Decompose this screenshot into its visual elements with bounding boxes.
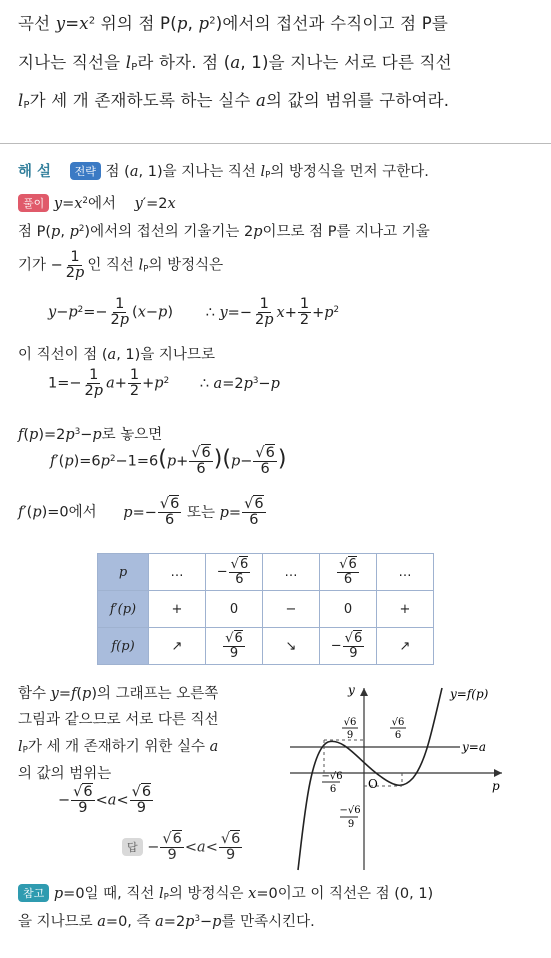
equation-a: 1=− $\frac{1}{2p}$ a+ $\frac{1}{2}$ $+p^2$ ∴ $a=2p^3-p$	[48, 367, 280, 400]
note-badge: 참고	[18, 884, 49, 902]
answer-badge: 답	[122, 838, 143, 856]
equation-line: $y-p^2=-$ $\frac{1}{2p}$ (x−p) ∴ y=− $\frac{1}{2p}$ x+ $\frac{1}{2}$ $+p^2$	[48, 296, 340, 329]
y-axis-arrow-icon	[360, 688, 368, 696]
graph-text-1: 함수 y=f(p)의 그래프는 오른쪽	[18, 686, 219, 702]
graph-text-4: 의 값의 범위는	[18, 766, 112, 782]
derivative-line: $f'(p)=6p^2-1=6(p+$ $\frac{√6}{6}$ )(p− $\frac{√6}{6}$ )	[50, 445, 287, 478]
svg-text:6: 6	[394, 730, 402, 741]
range-expression: − $\frac{√6}{9}$ <a< $\frac{√6}{9}$	[58, 784, 152, 817]
graph-text-3: $l_P$가 세 개 존재하기 위한 실수 a	[18, 739, 219, 756]
function-graph	[280, 680, 510, 875]
x-axis-label: p	[492, 779, 500, 793]
note-line-2: 을 지나므로 a=0, 즉 $a=2p^3-p$를 만족시킨다.	[18, 914, 315, 930]
curve-label: y=f(p)	[450, 687, 489, 701]
problem-line-1: 곡선 $y=x^2$ 위의 점 P(p, $p^2$)에서의 접선과 수직이고 점 P를	[18, 14, 448, 33]
section-divider	[0, 143, 551, 144]
svg-text:−√6: −√6	[339, 805, 361, 816]
step-badge: 풀이	[18, 194, 49, 212]
table-row: f(p) ↗ $\frac{√6}{9}$ ↘ − $\frac{√6}{9}$ ↗	[98, 628, 434, 665]
strategy-badge: 전략	[70, 162, 101, 180]
text-line-1: 점 P(p, $p^2$)에서의 접선의 기울기는 2p이므로 점 P를 지나고 기울	[18, 224, 430, 240]
text-line-4: $f(p)=2p^3-p$로 놓으면	[18, 427, 163, 443]
svg-text:9: 9	[346, 730, 354, 741]
note-line-1: 참고 p=0일 때, 직선 $l_P$의 방정식은 x=0이고 이 직선은 점 (0, 1)	[18, 882, 433, 903]
graph-text-2: 그림과 같으므로 서로 다른 직선	[18, 712, 219, 728]
text-line-2: 기가 − $\frac{1}{2p}$ 인 직선 $l_P$의 방정식은	[18, 249, 224, 282]
step-line: 풀이 $y=x^2$에서 y′=2x	[18, 192, 176, 213]
svg-text:−√6: −√6	[321, 771, 343, 782]
answer-line: 답 − $\frac{√6}{9}$ <a< $\frac{√6}{9}$	[122, 832, 243, 863]
variation-table	[97, 553, 434, 665]
strategy-line: 해 설 전략 점 (a, 1)을 지나는 직선 $l_P$의 방정식을 먼저 구한다.	[18, 164, 429, 181]
line-label: y=a	[462, 740, 486, 754]
svg-text:√6: √6	[343, 717, 357, 728]
table-row: p … − $\frac{√6}{6}$ … $\frac{√6}{6}$ …	[98, 554, 434, 591]
y-axis-label: y	[348, 683, 355, 697]
text-line-3: 이 직선이 점 (a, 1)을 지나므로	[18, 347, 215, 363]
solution-heading: 해 설	[18, 164, 52, 180]
origin-label: O	[368, 777, 378, 791]
x-axis-arrow-icon	[494, 769, 502, 777]
problem-line-2: 지나는 직선을 $l_P$라 하자. 점 (a, 1)을 지나는 서로 다른 직선	[18, 53, 452, 73]
critical-points-line: f′(p)=0에서 p=− $\frac{√6}{6}$ 또는 p= $\frac{√6}{6}$	[18, 496, 264, 529]
problem-line-3: $l_P$가 세 개 존재하도록 하는 실수 a의 값의 범위를 구하여라.	[18, 91, 450, 111]
svg-text:9: 9	[347, 819, 355, 830]
svg-text:6: 6	[329, 784, 337, 795]
svg-text:√6: √6	[391, 717, 405, 728]
table-row: f′(p) + 0 − 0 +	[98, 591, 434, 628]
